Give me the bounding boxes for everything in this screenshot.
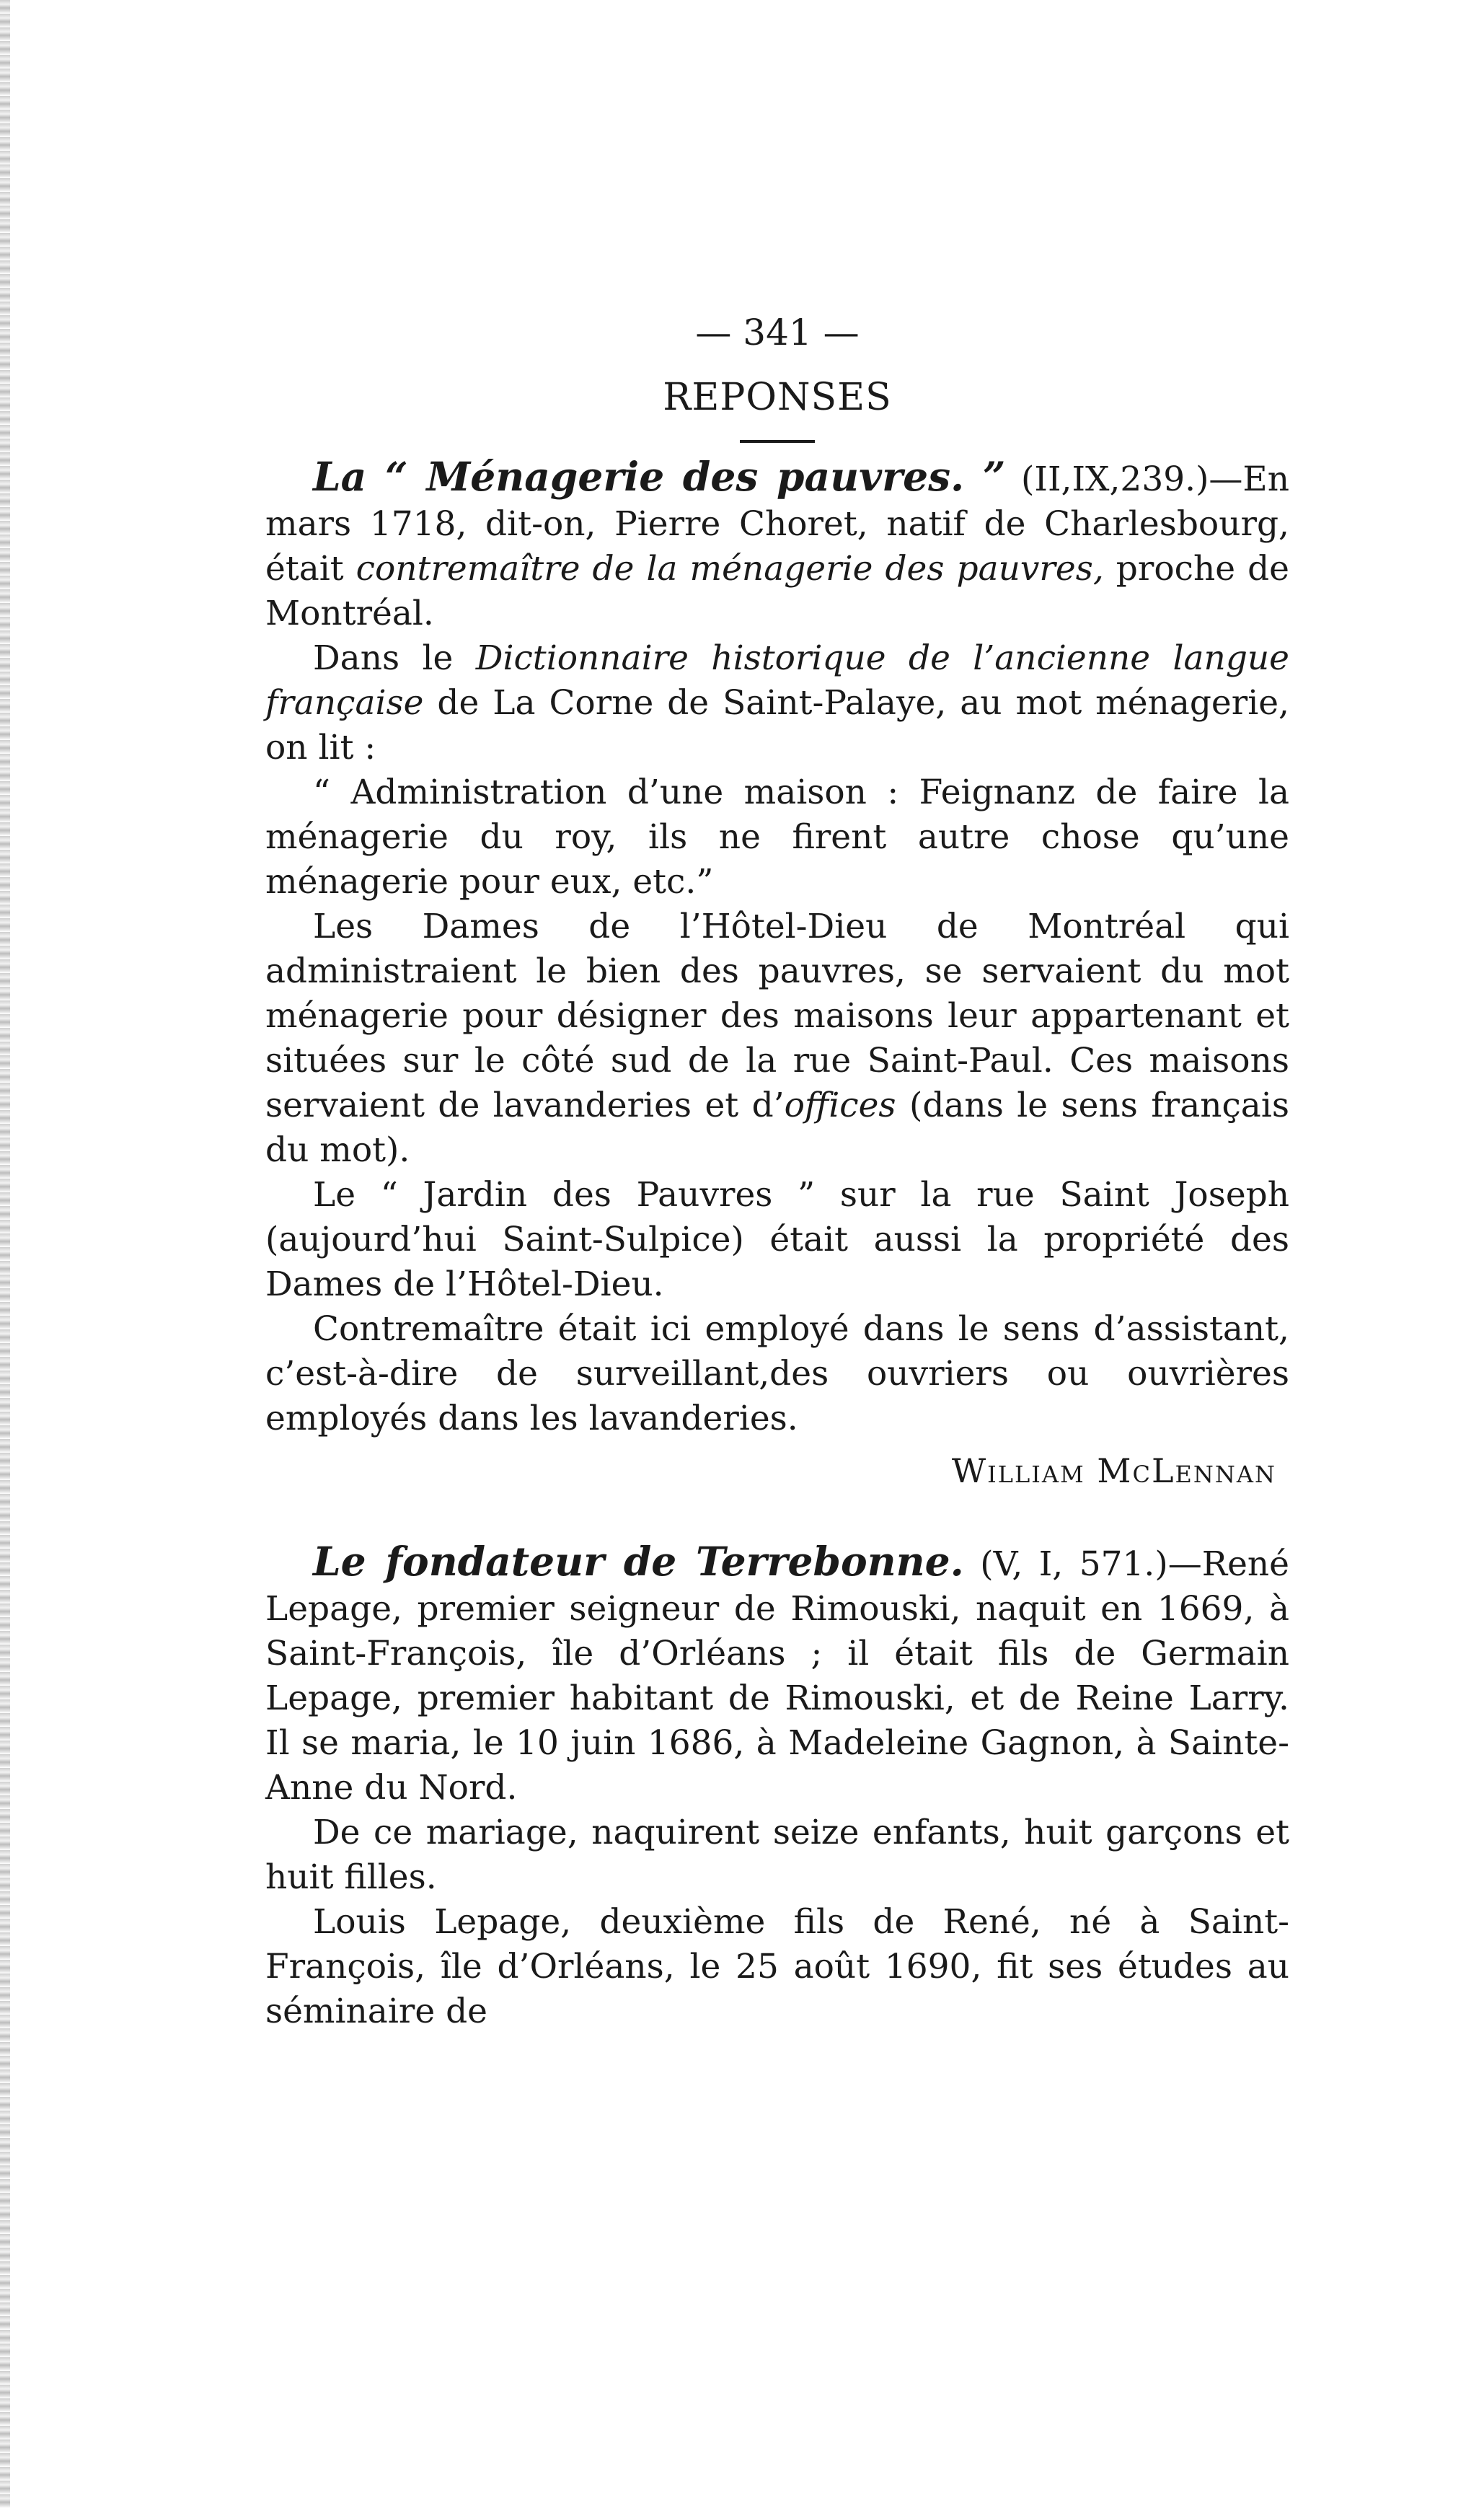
entry2-ref: (V, I, 571.)—René Lepage, premier seigneur de Rimouski, naquit en 1669, à Saint-François, île d’Orléans ; il était fils de Germain Lepage, premier habitant de Rimouski, et de Reine Larry. Il se maria, le 10 juin 1686, à Madeleine Gagnon, à Sainte-Anne du Nord.: [265, 1544, 1289, 1808]
entry1-intro: [265, 454, 1289, 636]
entry1-paragraph-2: [265, 636, 1289, 770]
book-page: [265, 310, 1289, 2034]
entry1-paragraph-4: [265, 905, 1289, 1173]
scan-edge: [0, 0, 10, 2508]
entry1-paragraph-5: Le “ Jardin des Pauvres ” sur la rue Saint Joseph (aujourd’hui Saint-Sulpice) était aussi la propriété des Dames de l’Hôtel-Dieu.: [265, 1175, 1289, 1304]
entry1-paragraph-6: Contremaître était ici employé dans le sens d’assistant, c’est-à-dire de surveillant,des ouvriers ou ouvrières employés dans les lavanderies.: [265, 1309, 1289, 1438]
entry1-signature: William McLennan: [951, 1451, 1276, 1490]
entry1-p2-a: Dans le: [313, 638, 476, 678]
section-heading: REPONSES: [663, 376, 892, 419]
heading-rule: [740, 440, 815, 443]
entry1-quotation: “ Administration d’une maison : Feignanz de faire la ménagerie du roy, ils ne firent autre chose qu’une ménagerie pour eux, etc.”: [265, 773, 1289, 902]
entry2-paragraph-3: Louis Lepage, deuxième fils de René, né à Saint-François, île d’Orléans, le 25 août 1690, fit ses études au séminaire de: [265, 1902, 1289, 2031]
entry2-paragraph-2: De ce mariage, naquirent seize enfants, huit garçons et huit filles.: [265, 1813, 1289, 1897]
page-number: — 341 —: [695, 312, 860, 353]
entry1-p4-em: offices: [784, 1086, 896, 1125]
entry-separator: [265, 1493, 1289, 1539]
entry2-intro: [265, 1539, 1289, 1810]
entry1-ref: (II,IX,239.)—En mars 1718, dit-on, Pierre Choret, natif de Charlesbourg, était: [265, 459, 1289, 589]
entry2-title: Le fondateur de Terrebonne.: [313, 1538, 964, 1585]
entry1-p4-b: (dans le sens français du mot).: [265, 1086, 1289, 1170]
entry1-p2-b: de La Corne de Saint-Palaye, au mot ménagerie, on lit :: [265, 683, 1289, 767]
entry1-ref-end: proche de Montréal.: [265, 549, 1289, 633]
entry1-p4-a: Les Dames de l’Hôtel-Dieu de Montréal qui administraient le bien des pauvres, se servaient du mot ménagerie pour désigner des maisons leur appartenant et situées sur le côté sud de la rue Saint-Paul. Ces maisons servaient de lavanderies et d’: [265, 907, 1289, 1125]
entry1-p2-em: Dictionnaire historique de l’ancienne langue française: [265, 638, 1289, 723]
entry1-title: La “ Ménagerie des pauvres. ”: [313, 453, 1006, 500]
entry1-ref-em: contremaître de la ménagerie des pauvres,: [355, 549, 1104, 589]
